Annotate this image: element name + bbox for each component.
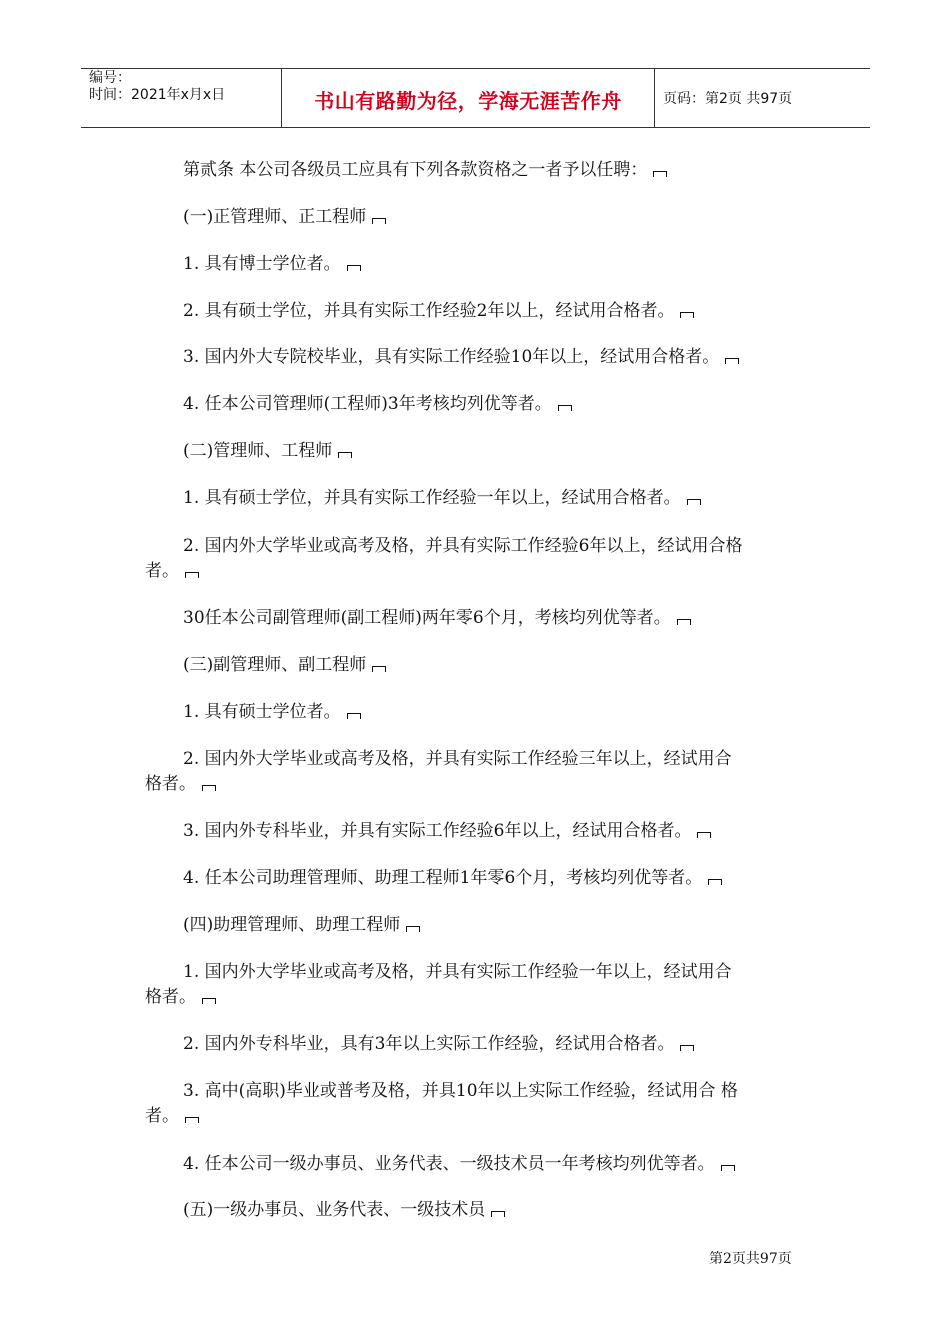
paragraph-mark-icon — [708, 879, 722, 885]
paragraph: 4. 任本公司助理管理师、助理工程师1年零6个月，考核均列优等者。 — [183, 866, 722, 890]
paragraph: 3. 国内外专科毕业，并具有实际工作经验6年以上，经试用合格者。 — [183, 819, 711, 843]
paragraph-mark-icon — [202, 998, 216, 1004]
header-page-info: 页码：第2页 共97页 — [663, 91, 793, 107]
paragraph-continuation: 格者。 — [145, 985, 216, 1009]
paragraph: (一)正管理师、正工程师 — [183, 205, 386, 229]
doc-time-label: 时间：2021年x月x日 — [89, 87, 226, 103]
paragraph: 1. 具有博士学位者。 — [183, 252, 361, 276]
paragraph-mark-icon — [558, 405, 572, 411]
paragraph-mark-icon — [687, 499, 701, 505]
paragraph-mark-icon — [202, 785, 216, 791]
paragraph-mark-icon — [185, 1117, 199, 1123]
paragraph-mark-icon — [653, 171, 667, 177]
header-motto: 书山有路勤为径，学海无涯苦作舟 — [282, 69, 655, 127]
paragraph-mark-icon — [372, 666, 386, 672]
paragraph-mark-icon — [347, 713, 361, 719]
paragraph: 2. 国内外大学毕业或高考及格，并具有实际工作经验6年以上，经试用合格 — [183, 536, 743, 556]
paragraph: 4. 任本公司管理师(工程师)3年考核均列优等者。 — [183, 392, 572, 416]
paragraph: 2. 国内外大学毕业或高考及格，并具有实际工作经验三年以上，经试用合 — [183, 749, 732, 769]
paragraph-mark-icon — [372, 218, 386, 224]
paragraph: (五)一级办事员、业务代表、一级技术员 — [183, 1198, 505, 1222]
paragraph: 30任本公司副管理师(副工程师)两年零6个月，考核均列优等者。 — [183, 606, 691, 630]
paragraph: 3. 国内外大专院校毕业，具有实际工作经验10年以上，经试用合格者。 — [183, 345, 739, 369]
paragraph-mark-icon — [680, 1045, 694, 1051]
header-meta — [81, 69, 282, 127]
paragraph-mark-icon — [491, 1211, 505, 1217]
paragraph: 4. 任本公司一级办事员、业务代表、一级技术员一年考核均列优等者。 — [183, 1152, 735, 1176]
paragraph: 1. 具有硕士学位，并具有实际工作经验一年以上，经试用合格者。 — [183, 486, 701, 510]
paragraph: 2. 具有硕士学位，并具有实际工作经验2年以上，经试用合格者。 — [183, 299, 694, 323]
paragraph-mark-icon — [677, 619, 691, 625]
paragraph-mark-icon — [721, 1165, 735, 1171]
page-footer: 第2页共97页 — [709, 1251, 792, 1267]
paragraph-mark-icon — [406, 926, 420, 932]
paragraph: (二)管理师、工程师 — [183, 439, 352, 463]
paragraph: 2. 国内外专科毕业，具有3年以上实际工作经验，经试用合格者。 — [183, 1032, 694, 1056]
paragraph-mark-icon — [185, 572, 199, 578]
paragraph: 3. 高中(高职)毕业或普考及格，并具10年以上实际工作经验，经试用合 格 — [183, 1081, 738, 1101]
paragraph-mark-icon — [347, 265, 361, 271]
paragraph: (三)副管理师、副工程师 — [183, 653, 386, 677]
paragraph-mark-icon — [697, 832, 711, 838]
paragraph-continuation: 格者。 — [145, 772, 216, 796]
paragraph-continuation: 者。 — [145, 559, 199, 583]
paragraph-mark-icon — [338, 452, 352, 458]
paragraph-mark-icon — [725, 358, 739, 364]
paragraph: 第贰条 本公司各级员工应具有下列各款资格之一者予以任聘： — [183, 158, 667, 182]
paragraph-continuation: 者。 — [145, 1104, 199, 1128]
paragraph: 1. 具有硕士学位者。 — [183, 700, 361, 724]
paragraph: (四)助理管理师、助理工程师 — [183, 913, 420, 937]
paragraph-mark-icon — [680, 312, 694, 318]
paragraph: 1. 国内外大学毕业或高考及格，并具有实际工作经验一年以上，经试用合 — [183, 962, 732, 982]
doc-number-label: 编号： — [89, 70, 131, 86]
document-header — [81, 68, 870, 128]
